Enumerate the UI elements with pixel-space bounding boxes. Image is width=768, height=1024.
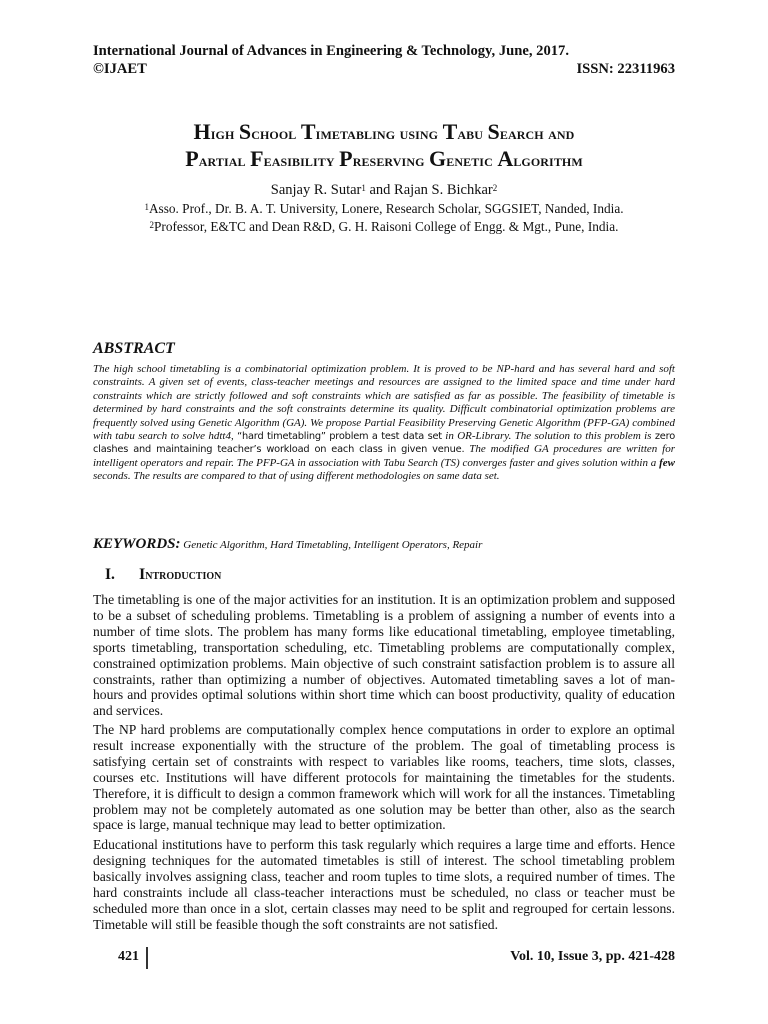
page-footer	[93, 947, 675, 969]
authors: Sanjay R. Sutar$^1$ and Rajan S. Bichkar$^2$	[270, 182, 498, 198]
paper-title	[60, 119, 708, 173]
keywords-list: Genetic Algorithm, Hard Timetabling, Intelligent Operators, Repair	[180, 539, 483, 551]
title-line-2: Partial Feasibility Preserving Genetic Algorithm	[185, 146, 583, 171]
keywords-label: KEYWORDS:	[93, 536, 181, 552]
journal-header: International Journal of Advances in Engineering & Technology, June, 2017.	[93, 43, 569, 59]
volume-info: Vol. 10, Issue 3, pp. 421-428	[510, 949, 675, 964]
paragraph-2: The NP hard problems are computationally complex hence computations in order to explore an optimal result increase exponentially with the structure of the problem. The goal of timetabling process is satisfying certain set of constraints with respect to variables like rooms, teachers, time slots, classes, courses etc. Institutions will have different protocols for maintaining the timetables for the students. Therefore, it is difficult to design a common framework which will work for all the instances. Timetabling problem may not be completely automated as one solution may be better than other, also as the search space is large, manual technique may lead to better optimization.	[93, 722, 675, 833]
abstract-heading: ABSTRACT	[93, 340, 175, 357]
copyright: ©IJAET	[93, 61, 147, 77]
footer-divider	[146, 947, 148, 969]
title-line-1: High School Timetabling using Tabu Search and	[193, 119, 575, 144]
paragraph-3: Educational institutions have to perform this task regularly which requires a large time and efforts. Hence designing techniques for the automated timetables is still of interest. The school timetabling problem basically involves assigning class, teacher and room tuples to time slots, a required number of times. The hard constraints include all class-teacher interactions must be scheduled, no class or teacher must be scheduled more than once in a slot, certain classes may need to be split and regrouped for certain lessons. Timetable will still be feasible though the soft constraints are not satisfied.	[93, 837, 675, 932]
section-title: Introduction	[139, 566, 222, 583]
affiliation-1: $^1$Asso. Prof., Dr. B. A. T. University, Lonere, Research Scholar, SGGSIET, Nanded, India.	[144, 201, 624, 216]
abstract-text: The high school timetabling is a combinatorial optimization problem. It is proved to be NP-hard and has several hard and soft constraints. A given set of events, class-teacher meetings and resources are assigned to the limited space and time under hard constraints which are strictly followed and soft constraints which are satisfied as far as possible. The feasibility of timetable is determined by hard constraints and the soft constraints determine its quality. Difficult combinatorial optimization problems are frequently solved using Genetic Algorithm (GA). We propose Partial Feasibility Preserving Genetic Algorithm (PFP-GA) combined with tabu search to solve hdtt4, “hard timetabling” problem a test data set in OR-Library. The solution to this problem is zero clashes and maintaining teacher’s workload on each class in given venue. The modified GA procedures are written for intelligent operators and repair. The PFP-GA in association with Tabu Search (TS) converges faster and gives solution within a few seconds. The results are compared to that of using different methodologies on same data set.	[93, 363, 676, 483]
issn: ISSN: 22311963	[576, 61, 675, 77]
paragraph-1: The timetabling is one of the major activities for an institution. It is an optimization problem and supposed to be a subset of scheduling problems. Timetabling is a problem of assigning a number of events into a number of time slots. The problem has many forms like educational timetabling, employee timetabling, sports timetabling, transportation scheduling, etc. Timetabling problems are computationally complex, constrained optimization problems. Main objective of such constraint satisfaction problem is to assure all constraints, rather than optimizing a number of objectives. Automated timetabling saves a lot of man-hours and provides optimal solutions within short time which can boost productivity, quality of education and services.	[93, 592, 675, 719]
page-number: 421	[118, 949, 139, 964]
section-heading	[105, 566, 221, 584]
journal-subheader	[93, 61, 675, 78]
section-number: I.	[105, 566, 115, 583]
affiliation-2: $^2$Professor, E&TC and Dean R&D, G. H. Raisoni College of Engg. & Mgt., Pune, India.	[149, 219, 619, 234]
keywords	[93, 536, 482, 553]
